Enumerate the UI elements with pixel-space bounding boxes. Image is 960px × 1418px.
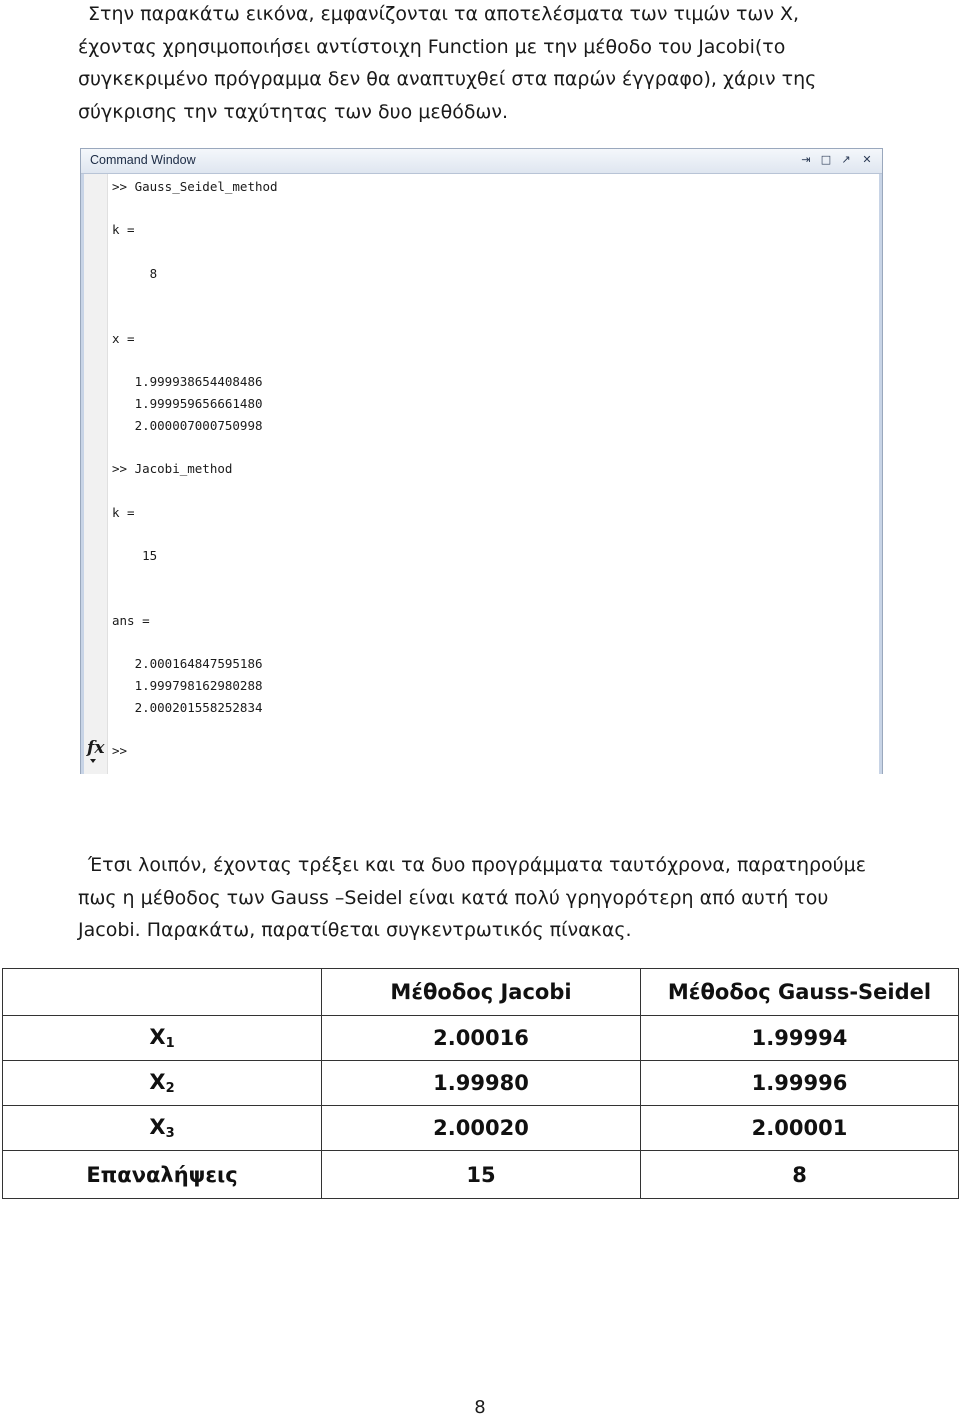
table-row [3, 1016, 959, 1061]
row-label: $X_1$ [3, 1016, 322, 1061]
gauss-seidel-value: 1.99996 [641, 1061, 959, 1106]
command-output-line: k = [112, 504, 135, 520]
close-icon[interactable]: ✕ [862, 153, 872, 166]
table-header-row [3, 969, 959, 1016]
command-window-gutter [81, 174, 108, 774]
jacobi-value: 1.99980 [322, 1061, 641, 1106]
command-output-line: 1.999959656661480 [112, 396, 263, 411]
command-output-line: >> Jacobi_method [112, 461, 233, 477]
command-output-line: x = [112, 330, 135, 346]
command-window-titlebar[interactable] [81, 149, 882, 174]
command-output-line: 2.000164847595186 [112, 656, 263, 672]
conclusion-paragraph [78, 849, 878, 947]
command-output-line: 15 [112, 547, 158, 563]
conclusion-text: Έτσι λοιπόν, έχοντας τρέξει και τα δυο προγράμματα ταυτόχρονα, παρατηρούμε πως η μέθοδος των Gauss –Seidel είναι κατά πολύ γρηγορότερη από αυτή του Jacobi. Παρακάτω, παρατίθεται συγκεντρωτικός πίνακας. [78, 854, 867, 941]
row-label: $X_2$ [3, 1061, 322, 1106]
intro-text: Στην παρακάτω εικόνα, εμφανίζονται τα αποτελέσματα των τιμών των X, έχοντας χρησιμοποιήσει αντίστοιχη Function με την μέθοδο του Jacobi(το συγκεκριμένο πρόγραμμα δεν θα αναπτυχθεί στα παρών έγγραφο), χάριν της σύγκρισης την ταχύτητας των δυο μεθόδων. [78, 3, 817, 123]
command-output-line: 1.999798162980288 [112, 678, 263, 694]
page-number: 8 [474, 1397, 486, 1418]
maximize-icon[interactable]: □ [820, 153, 832, 166]
command-output-line: 8 [112, 265, 158, 281]
command-output-line: >> [112, 743, 128, 759]
gauss-seidel-iterations: 8 [641, 1151, 959, 1199]
function-browser-icon[interactable]: fx [87, 738, 105, 758]
table-header-gauss-seidel: Μέθοδος Gauss-Seidel [641, 969, 959, 1016]
gauss-seidel-value: 1.99994 [641, 1016, 959, 1061]
table-row-iterations [3, 1151, 959, 1199]
table-row [3, 1106, 959, 1151]
iterations-label: Επαναλήψεις [3, 1151, 322, 1199]
command-window-title: Command Window [90, 153, 196, 167]
undock-icon[interactable]: ↗ [841, 153, 851, 166]
command-output-line: 1.999938654408486 [112, 374, 263, 390]
command-window[interactable] [80, 148, 883, 774]
intro-paragraph [78, 0, 878, 128]
command-output-line: k = [112, 222, 135, 238]
command-output-line: ans = [112, 613, 150, 628]
table-header-empty [3, 969, 322, 1016]
summary-table [2, 968, 959, 1199]
function-browser-arrow-icon[interactable] [90, 759, 96, 763]
command-window-right-edge [879, 174, 882, 774]
command-window-left-edge [81, 174, 84, 774]
jacobi-iterations: 15 [322, 1151, 641, 1199]
jacobi-value: 2.00020 [322, 1106, 641, 1151]
gauss-seidel-value: 2.00001 [641, 1106, 959, 1151]
table-header-jacobi: Μέθοδος Jacobi [322, 969, 641, 1016]
command-output-line: 2.000007000750998 [112, 417, 263, 433]
dock-icon[interactable]: ⇥ [801, 153, 811, 166]
table-row [3, 1061, 959, 1106]
row-label: $X_3$ [3, 1106, 322, 1151]
command-output-line: >> Gauss_Seidel_method [112, 179, 278, 194]
command-output-line: 2.000201558252834 [112, 699, 263, 715]
jacobi-value: 2.00016 [322, 1016, 641, 1061]
